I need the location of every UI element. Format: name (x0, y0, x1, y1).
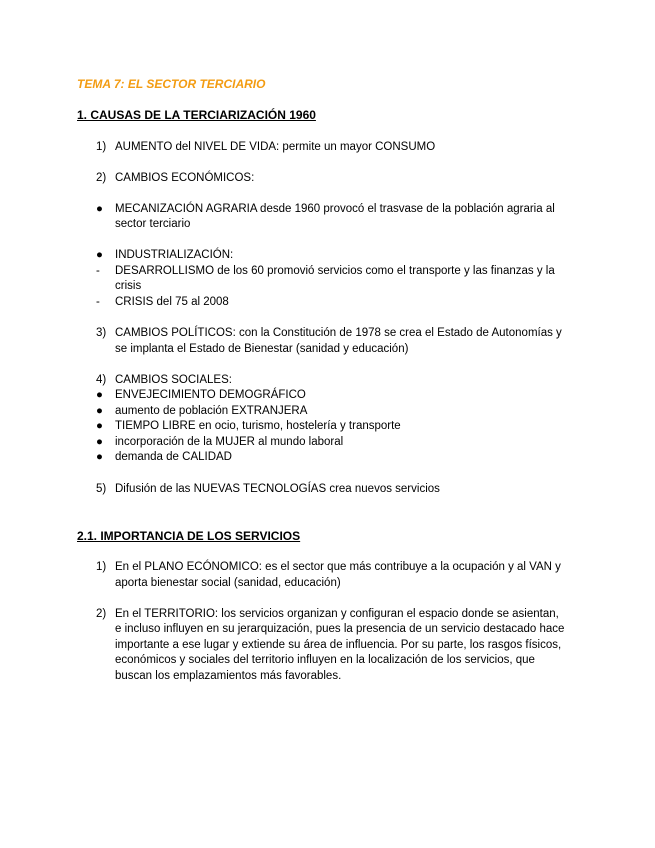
bullet-marker: ● (96, 405, 103, 417)
list-number: 4) (96, 374, 107, 386)
section-2-heading: 2.1. IMPORTANCIA DE LOS SERVICIOS (77, 529, 301, 543)
dash-marker: - (96, 265, 100, 277)
section-1-heading: 1. CAUSAS DE LA TERCIARIZACIÓN 1960 (77, 108, 316, 122)
bullet-text: ENVEJECIMIENTO DEMOGRÁFICO (115, 389, 306, 401)
list-item-text: CAMBIOS POLÍTICOS: con la Constitución de 1978 se crea el Estado de Autonomías y (115, 327, 562, 339)
bullet-marker: ● (96, 203, 103, 215)
list-number: 3) (96, 327, 107, 339)
paragraph-line: e incluso influyen en su jerarquización, pues la presencia de un servicio destacado hace (115, 623, 565, 635)
bullet-text-continuation: sector terciario (115, 218, 191, 230)
bullet-text: INDUSTRIALIZACIÓN: (115, 249, 234, 261)
bullet-text: demanda de CALIDAD (115, 451, 232, 463)
list-number: 5) (96, 483, 107, 495)
bullet-marker: ● (96, 389, 103, 401)
list-number: 1) (96, 141, 107, 153)
paragraph-line: importante a ese lugar y extiende su área de influencia. Por su parte, los rasgos físicos, (115, 639, 562, 651)
bullet-marker: ● (96, 451, 103, 463)
paragraph-line: buscan los emplazamientos más favorables. (115, 670, 342, 682)
list-item-text: CAMBIOS ECONÓMICOS: (115, 172, 255, 184)
list-number: 2) (96, 172, 107, 184)
document-title: TEMA 7: EL SECTOR TERCIARIO (77, 77, 266, 91)
list-number: 1) (96, 561, 107, 573)
list-item-text: En el PLANO ECÓNOMICO: es el sector que más contribuye a la ocupación y al VAN y (115, 561, 561, 573)
paragraph-line: económicos y sociales del territorio influyen en la localización de los servicios, que (115, 654, 535, 666)
bullet-text: TIEMPO LIBRE en ocio, turismo, hostelería y transporte (115, 420, 401, 432)
dash-text: CRISIS del 75 al 2008 (115, 296, 229, 308)
list-number: 2) (96, 608, 107, 620)
list-item-text: AUMENTO del NIVEL DE VIDA: permite un mayor CONSUMO (115, 141, 436, 153)
dash-text: DESARROLLISMO de los 60 promovió servicios como el transporte y las finanzas y la (115, 265, 555, 277)
bullet-marker: ● (96, 249, 103, 261)
list-item-text: Difusión de las NUEVAS TECNOLOGÍAS crea nuevos servicios (115, 483, 440, 495)
list-item-text-continuation: aporta bienestar social (sanidad, educación) (115, 577, 341, 589)
bullet-text: aumento de población EXTRANJERA (115, 405, 308, 417)
list-item-text: CAMBIOS SOCIALES: (115, 374, 232, 386)
bullet-text: MECANIZACIÓN AGRARIA desde 1960 provocó el trasvase de la población agraria al (115, 203, 555, 215)
bullet-marker: ● (96, 436, 103, 448)
dash-text-continuation: crisis (115, 280, 142, 292)
bullet-marker: ● (96, 420, 103, 432)
bullet-text: incorporación de la MUJER al mundo laboral (115, 436, 344, 448)
list-item-text-continuation: se implanta el Estado de Bienestar (sanidad y educación) (115, 343, 409, 355)
dash-marker: - (96, 296, 100, 308)
paragraph-line: En el TERRITORIO: los servicios organizan y configuran el espacio donde se asientan, (115, 608, 559, 620)
